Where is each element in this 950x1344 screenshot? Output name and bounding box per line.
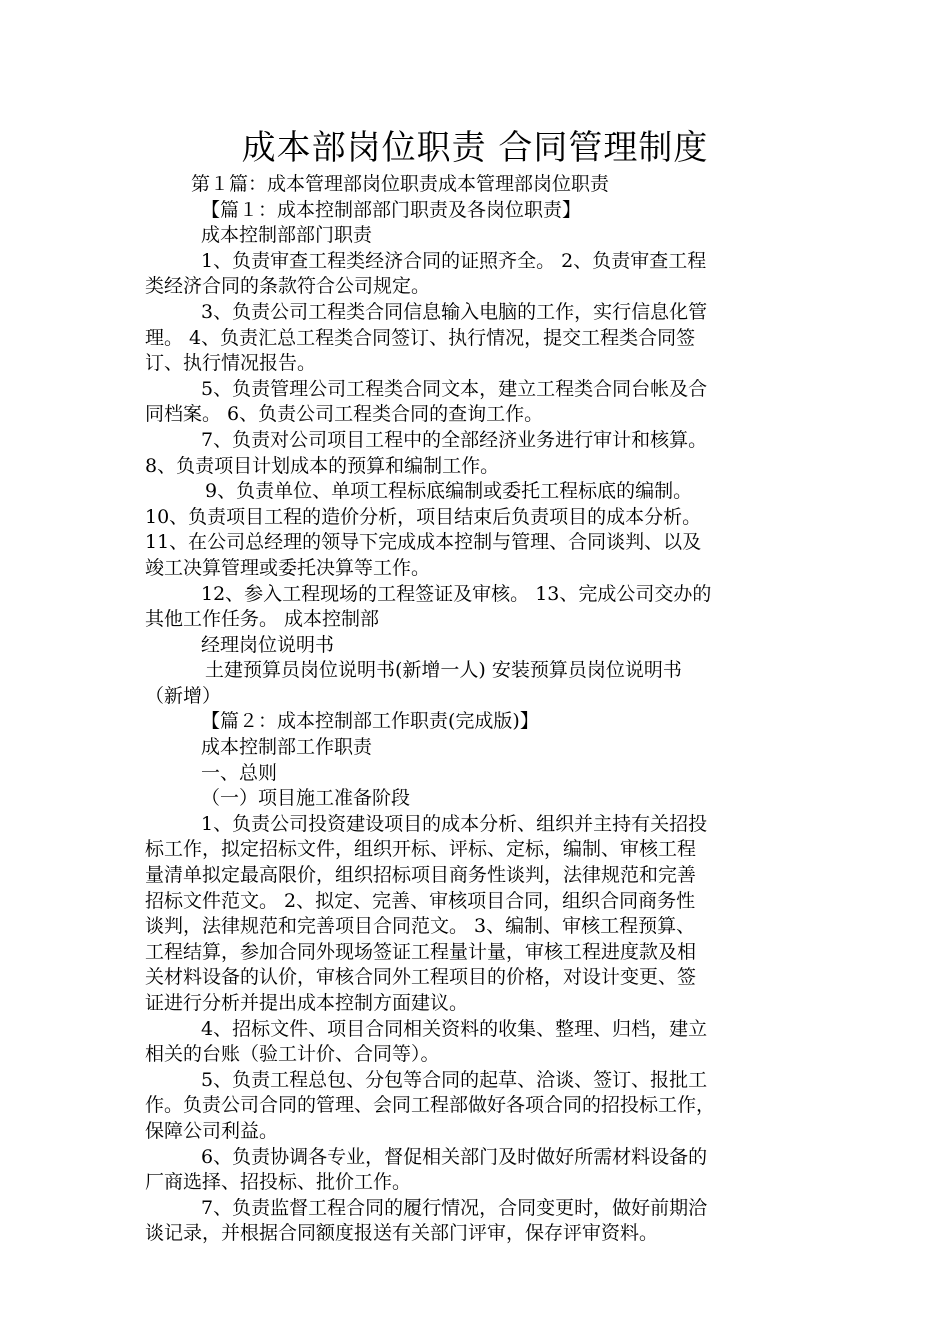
section-heading-1: 第１篇：成本管理部岗位职责成本管理部岗位职责 [191,173,610,195]
document-title: 成本部岗位职责 合同管理制度 [241,128,709,168]
paragraph-line: 9、负责单位、单项工程标底编制或委托工程标底的编制。 [205,480,693,503]
paragraph-line: 理。 4、负责汇总工程类合同签订、执行情况，提交工程类合同签 [145,326,696,349]
paragraph-line: 1、负责公司投资建设项目的成本分析、组织并主持有关招投 [201,812,708,835]
paragraph-line: 6、负责协调各专业，督促相关部门及时做好所需材料设备的 [201,1145,708,1168]
paragraph-line: 相关的台账（验工计价、合同等）。 [145,1043,440,1066]
paragraph-line: 5、负责工程总包、分包等合同的起草、洽谈、签订、报批工 [201,1068,708,1091]
paragraph-line: （新增） [145,684,222,707]
paragraph-line: 同档案。 6、负责公司工程类合同的查询工作。 [145,403,544,426]
paragraph-line: 3、负责公司工程类合同信息输入电脑的工作，实行信息化管 [201,300,708,323]
paragraph-line: 一、总则 [201,761,278,784]
paragraph-line: （一）项目施工准备阶段 [201,787,411,810]
paragraph-line: 标工作，拟定招标文件，组织开标、评标、定标，编制、审核工程 [145,838,697,861]
paragraph-line: 成本控制部工作职责 [201,736,373,759]
paragraph-line: 工程结算，参加合同外现场签证工程量计量，审核工程进度款及相 [145,940,697,963]
paragraph-line: 10、负责项目工程的造价分析，项目结束后负责项目的成本分析。 [145,505,702,528]
paragraph-line: 经理岗位说明书 [201,633,335,656]
paragraph-line: 5、负责管理公司工程类合同文本，建立工程类合同台帐及合 [201,377,708,400]
paragraph-line: 作。负责公司合同的管理、会同工程部做好各项合同的招投标工作， [145,1094,716,1117]
paragraph-line: 关材料设备的认价，审核合同外工程项目的价格，对设计变更、签 [145,966,697,989]
paragraph-line: 1、负责审查工程类经济合同的证照齐全。 2、负责审查工程 [201,249,707,272]
paragraph-line: 厂商选择、招投标、批价工作。 [145,1171,412,1194]
paragraph-line: 保障公司利益。 [145,1119,279,1142]
paragraph-line: 7、负责监督工程合同的履行情况，合同变更时，做好前期洽 [201,1196,708,1219]
paragraph-line: 招标文件范文。 2、拟定、完善、审核项目合同，组织合同商务性 [145,889,696,912]
paragraph-line: 11、在公司总经理的领导下完成成本控制与管理、合同谈判、以及 [145,531,702,554]
paragraph-line: 成本控制部部门职责 [201,224,373,247]
paragraph-line: 证进行分析并提出成本控制方面建议。 [145,992,469,1014]
paragraph-line: 订、执行情况报告。 [145,352,317,375]
paragraph-line: 竣工决算管理或委托决算等工作。 [145,556,431,579]
document-body [145,172,813,1247]
paragraph-line: 7、负责对公司项目工程中的全部经济业务进行审计和核算。 [201,428,708,451]
subsection-heading: 【篇１：成本控制部部门职责及各岗位职责】 [201,198,582,221]
paragraph-line: 类经济合同的条款符合公司规定。 [145,275,431,298]
paragraph-line: 谈记录，并根据合同额度报送有关部门评审，保存评审资料。 [145,1222,659,1245]
paragraph-line: 谈判，法律规范和完善项目合同范文。 3、编制、审核工程预算、 [145,915,696,938]
paragraph-line: 4、招标文件、项目合同相关资料的收集、整理、归档，建立 [201,1017,708,1040]
paragraph-line: 量清单拟定最高限价，组织招标项目商务性谈判，法律规范和完善 [145,864,697,887]
paragraph-line: 土建预算员岗位说明书(新增一人) 安装预算员岗位说明书 [205,659,682,682]
paragraph-line: 8、负责项目计划成本的预算和编制工作。 [145,454,500,477]
paragraph-line: 12、参入工程现场的工程签证及审核。 13、完成公司交办的 [201,582,712,605]
subsection-heading: 【篇２：成本控制部工作职责(完成版)】 [201,710,539,733]
paragraph-line: 其他工作任务。 成本控制部 [145,608,380,631]
